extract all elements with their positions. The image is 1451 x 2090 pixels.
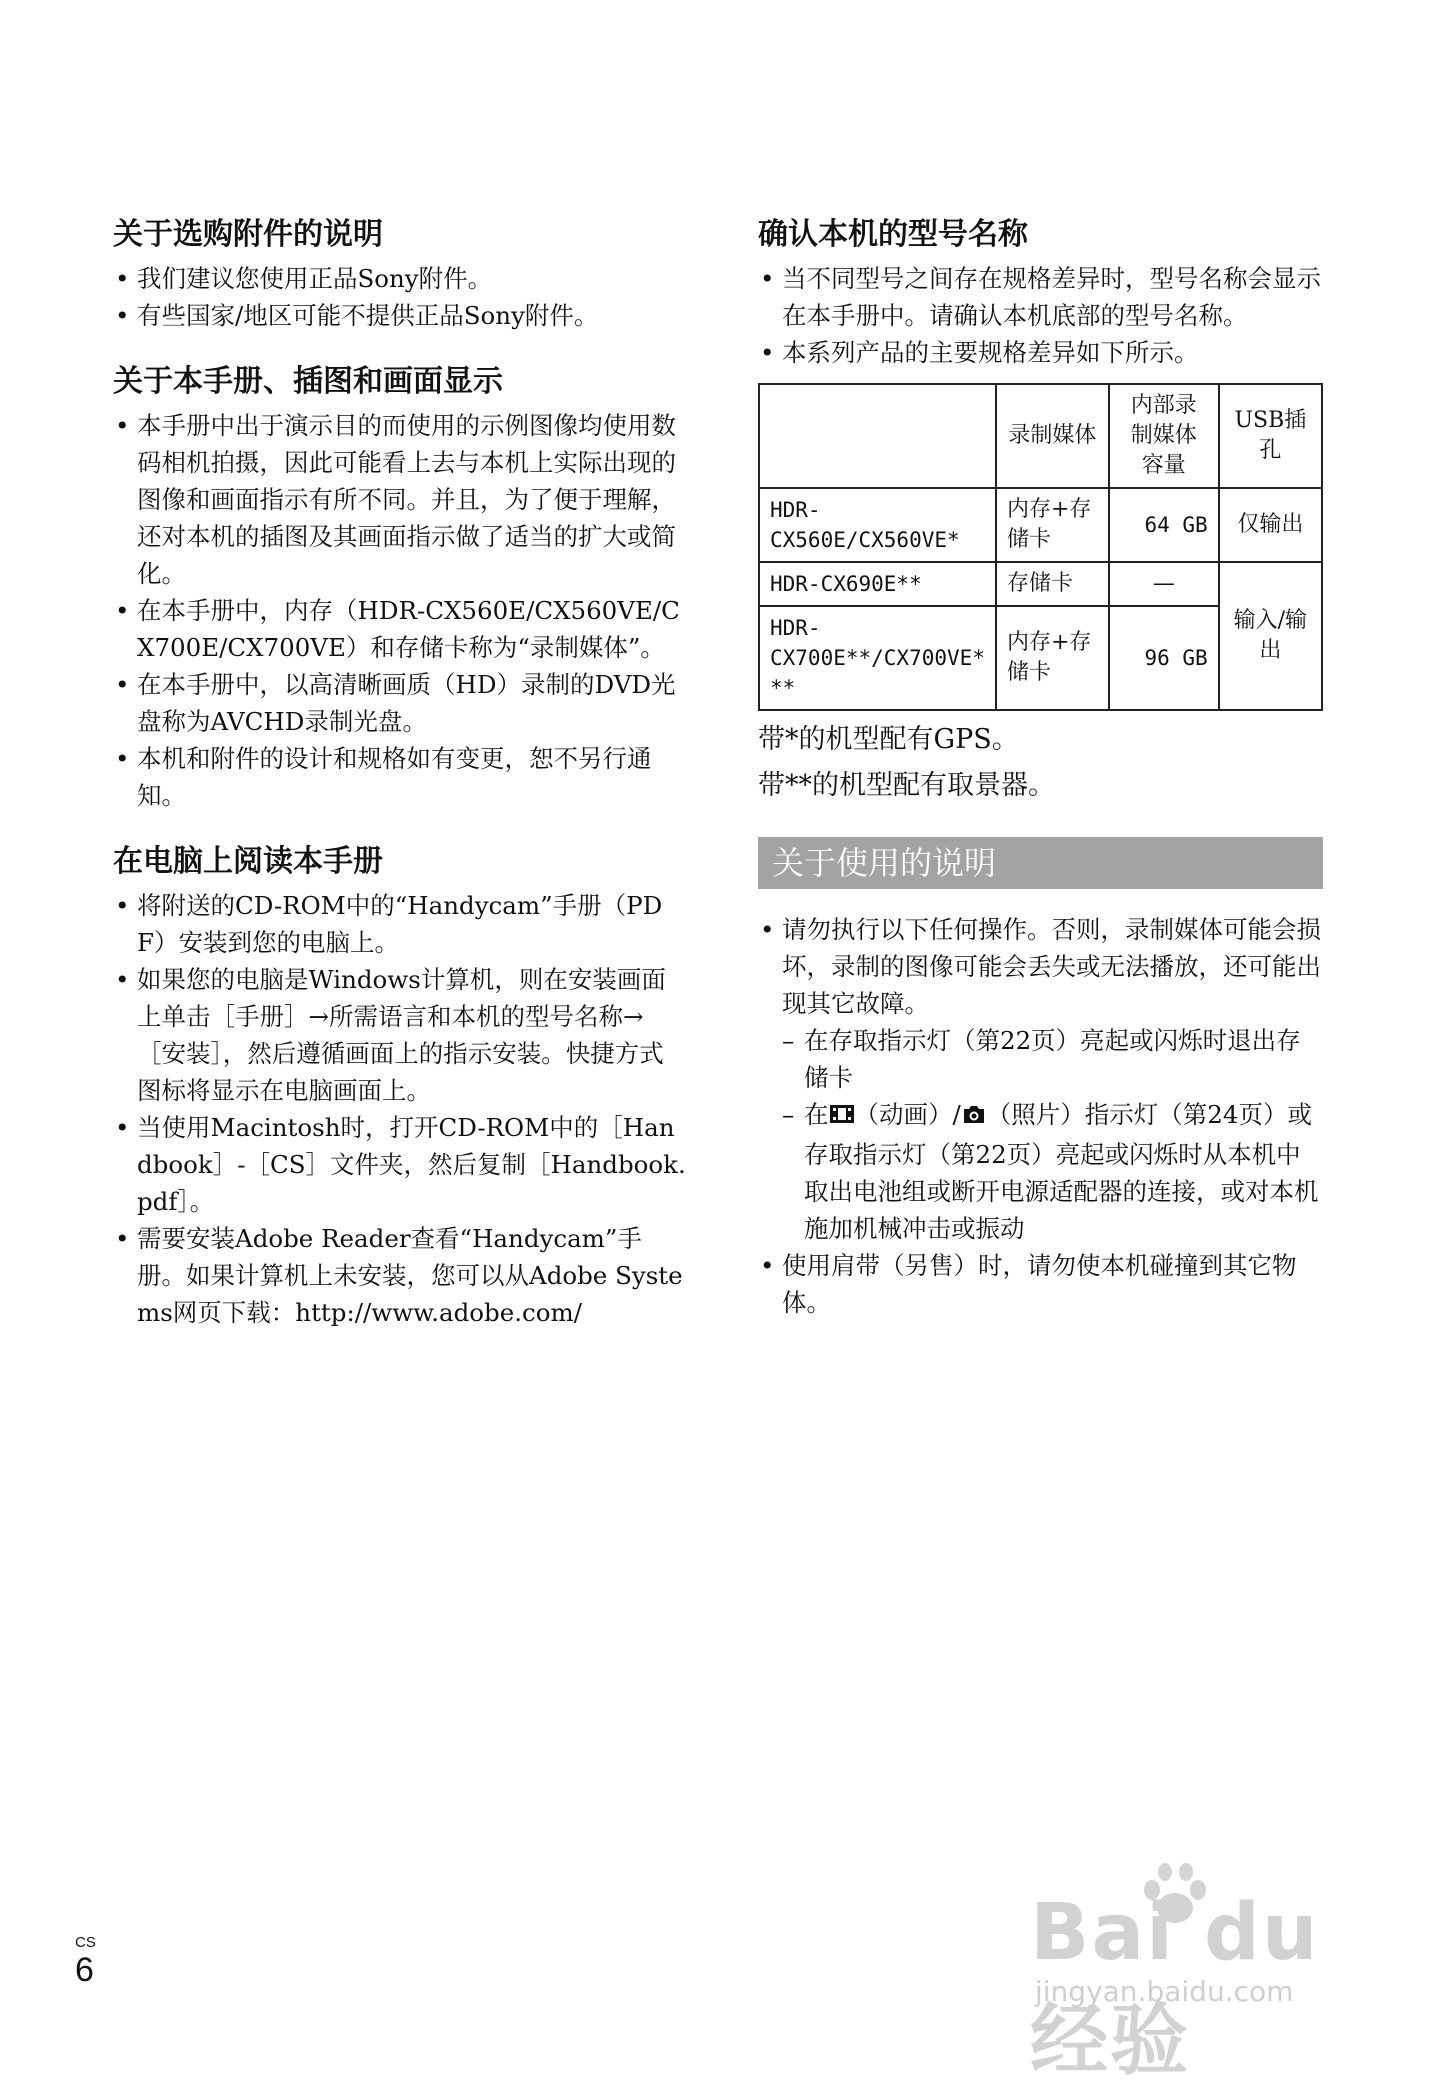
list-item: • 需要安装Adobe Reader查看“Handycam”手册。如果计算机上未安装，您可以从Adobe Systems网页下载：http://www.adobe.com/ [113, 1220, 688, 1331]
list-item: • 本系列产品的主要规格差异如下所示。 [758, 334, 1323, 371]
sub-list [782, 1022, 1323, 1247]
left-column [113, 215, 688, 1359]
header-cell: 录制媒体 [996, 384, 1109, 488]
language-code: CS [75, 1934, 96, 1951]
camera-icon [961, 1099, 987, 1136]
model-cell: HDR-CX560E/CX560VE* [759, 488, 996, 562]
list-item: • 有些国家/地区可能不提供正品Sony附件。 [113, 297, 688, 334]
bullet-list [113, 407, 688, 814]
list-item: • 将附送的CD-ROM中的“Handycam”手册（PDF）安装到您的电脑上。 [113, 887, 688, 961]
list-item: • 如果您的电脑是Windows计算机，则在安装画面上单击［手册］→所需语言和本机的型号名称→［安装］，然后遵循画面上的指示安装。快捷方式图标将显示在电脑画面上。 [113, 961, 688, 1109]
bullet-list [113, 887, 688, 1331]
table-header-row [759, 384, 1322, 488]
header-cell: USB插孔 [1219, 384, 1322, 488]
section-title: 在电脑上阅读本手册 [113, 844, 383, 879]
sub-item: – 在存取指示灯（第22页）亮起或闪烁时退出存储卡 [782, 1022, 1323, 1096]
movie-icon [829, 1099, 855, 1136]
sub-item-text: （动画）/ [854, 1100, 961, 1129]
right-column [758, 215, 1323, 1321]
list-item: • 在本手册中，以高清晰画质（HD）录制的DVD光盘称为AVCHD录制光盘。 [113, 666, 688, 740]
list-item-text: 请勿执行以下任何操作。否则，录制媒体可能会损坏，录制的图像可能会丢失或无法播放，还可能出现其它故障。 [782, 915, 1321, 1018]
section-model-name [758, 215, 1323, 809]
table-row [759, 488, 1322, 562]
watermark-brand: Bai du 经验 [1030, 1888, 1320, 2086]
section-title: 确认本机的型号名称 [758, 217, 1028, 252]
bullet-list [113, 260, 688, 334]
spec-table [758, 383, 1323, 711]
section-title: 关于选购附件的说明 [113, 217, 383, 252]
usb-cell: 输入/输出 [1219, 562, 1322, 710]
capacity-cell: — [1109, 562, 1219, 606]
model-cell: HDR-CX700E**/CX700VE* ** [759, 606, 996, 710]
header-cell [759, 384, 996, 488]
section-title: 关于本手册、插图和画面显示 [113, 364, 503, 399]
section-optional-accessories [113, 215, 688, 334]
baidu-watermark [1030, 1860, 1390, 2086]
section-read-on-computer [113, 842, 688, 1331]
capacity-cell: 96 GB [1109, 606, 1219, 710]
table-row [759, 562, 1322, 606]
page-number-value: 6 [75, 1951, 94, 1989]
list-item: • 我们建议您使用正品Sony附件。 [113, 260, 688, 297]
list-item: • 当不同型号之间存在规格差异时，型号名称会显示在本手册中。请确认本机底部的型号名称。 [758, 260, 1323, 334]
sub-item [782, 1096, 1323, 1247]
usage-list [758, 911, 1323, 1321]
list-item: • 使用肩带（另售）时，请勿使本机碰撞到其它物体。 [758, 1247, 1323, 1321]
media-cell: 存储卡 [996, 562, 1109, 606]
list-item [758, 911, 1323, 1247]
list-item: • 在本手册中，内存（HDR-CX560E/CX560VE/CX700E/CX700VE）和存储卡称为“录制媒体”。 [113, 592, 688, 666]
list-item: • 当使用Macintosh时，打开CD-ROM中的［Handbook］-［CS］文件夹，然后复制［Handbook.pdf］。 [113, 1109, 688, 1220]
media-cell: 内存+存储卡 [996, 606, 1109, 710]
sub-item-text: 在 [804, 1100, 829, 1129]
media-cell: 内存+存储卡 [996, 488, 1109, 562]
header-cell: 内部录制媒体容量 [1109, 384, 1219, 488]
gps-note: 带*的机型配有GPS。 [758, 724, 1019, 755]
usb-cell: 仅输出 [1219, 488, 1322, 562]
sub-item-text: （照片）指示灯（第24页）或存取指示灯（第22页）亮起或闪烁时从本机中取出电池组或断开电源适配器的连接，或对本机施加机械冲击或振动 [804, 1100, 1319, 1243]
section-manual-illustrations [113, 362, 688, 814]
list-item: • 本机和附件的设计和规格如有变更，恕不另行通知。 [113, 740, 688, 814]
bullet-list [758, 260, 1323, 371]
capacity-cell: 64 GB [1109, 488, 1219, 562]
list-item: • 本手册中出于演示目的而使用的示例图像均使用数码相机拍摄，因此可能看上去与本机上实际出现的图像和画面指示有所不同。并且，为了便于理解，还对本机的插图及其画面指示做了适当的扩大或简化。 [113, 407, 688, 592]
watermark-url: jingyan.baidu.com [1035, 1975, 1294, 2008]
model-cell: HDR-CX690E** [759, 562, 996, 606]
viewfinder-note: 带**的机型配有取景器。 [758, 770, 1055, 801]
page-number [75, 1935, 96, 1989]
usage-notes-banner: 关于使用的说明 [758, 837, 1323, 889]
